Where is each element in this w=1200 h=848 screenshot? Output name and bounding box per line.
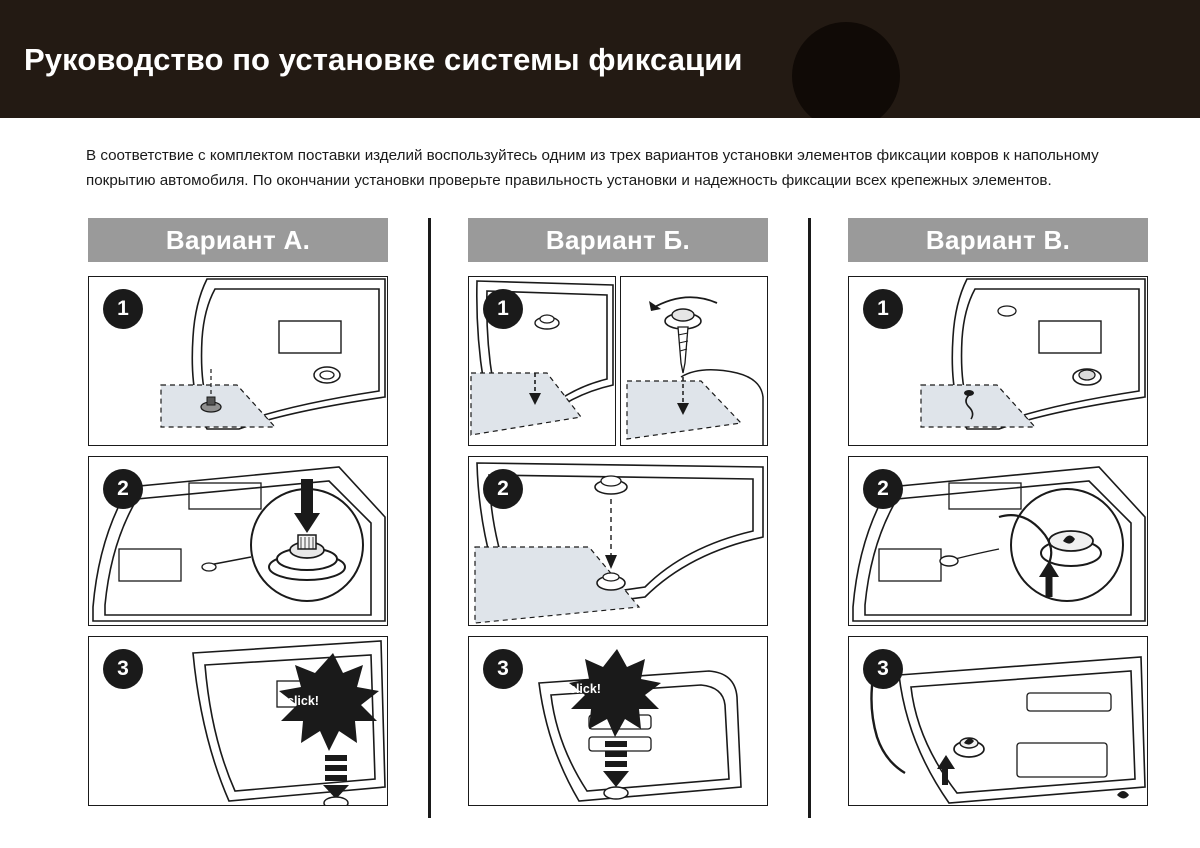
variant-a-step-2-panel <box>88 456 388 626</box>
variant-b-title: Вариант Б. <box>468 218 768 262</box>
variant-a-step-1-panel <box>88 276 388 446</box>
variant-c-column <box>848 218 1148 818</box>
variants-container <box>0 218 1200 818</box>
variant-b-step-1-panel-left <box>468 276 616 446</box>
variant-b-step-1b-illustration <box>621 277 767 445</box>
variant-a-step-2-badge: 2 <box>103 469 143 509</box>
variant-b-step-2-badge: 2 <box>483 469 523 509</box>
variant-c-title: Вариант В. <box>848 218 1148 262</box>
variant-b-step-3-badge: 3 <box>483 649 523 689</box>
variant-b-step-1-panel-right <box>620 276 768 446</box>
intro-paragraph: В соответствие с комплектом поставки изделий воспользуйтесь одним из трех вариантов установки элементов фиксации ковров к напольному покрытию автомобиля. По окончании установки проверьте правильность установки и надежность фиксации всех крепежных элементов. <box>86 147 1099 190</box>
variant-b-step-2-panel <box>468 456 768 626</box>
variant-c-step-3-panel <box>848 636 1148 806</box>
variant-a-title: Вариант А. <box>88 218 388 262</box>
variant-a-column <box>88 218 388 818</box>
variant-b-step-1-badge: 1 <box>483 289 523 329</box>
variant-b-click-label: click! <box>569 682 601 696</box>
variant-b-step-3-panel <box>468 636 768 806</box>
variant-c-step-1-badge: 1 <box>863 289 903 329</box>
variant-a-step-3-panel <box>88 636 388 806</box>
variant-c-step-2-badge: 2 <box>863 469 903 509</box>
page-title: Руководство по установке системы фиксации <box>24 42 743 77</box>
variant-c-step-3-badge: 3 <box>863 649 903 689</box>
header-decorative-circle <box>792 22 900 118</box>
variant-b-column <box>468 218 768 818</box>
column-divider-2 <box>808 218 811 818</box>
variant-c-step-2-panel <box>848 456 1148 626</box>
column-divider-1 <box>428 218 431 818</box>
variant-c-step-1-panel <box>848 276 1148 446</box>
variant-a-step-3-badge: 3 <box>103 649 143 689</box>
variant-a-step-1-badge: 1 <box>103 289 143 329</box>
variant-a-click-label: click! <box>287 694 319 708</box>
header-band <box>0 0 1200 118</box>
